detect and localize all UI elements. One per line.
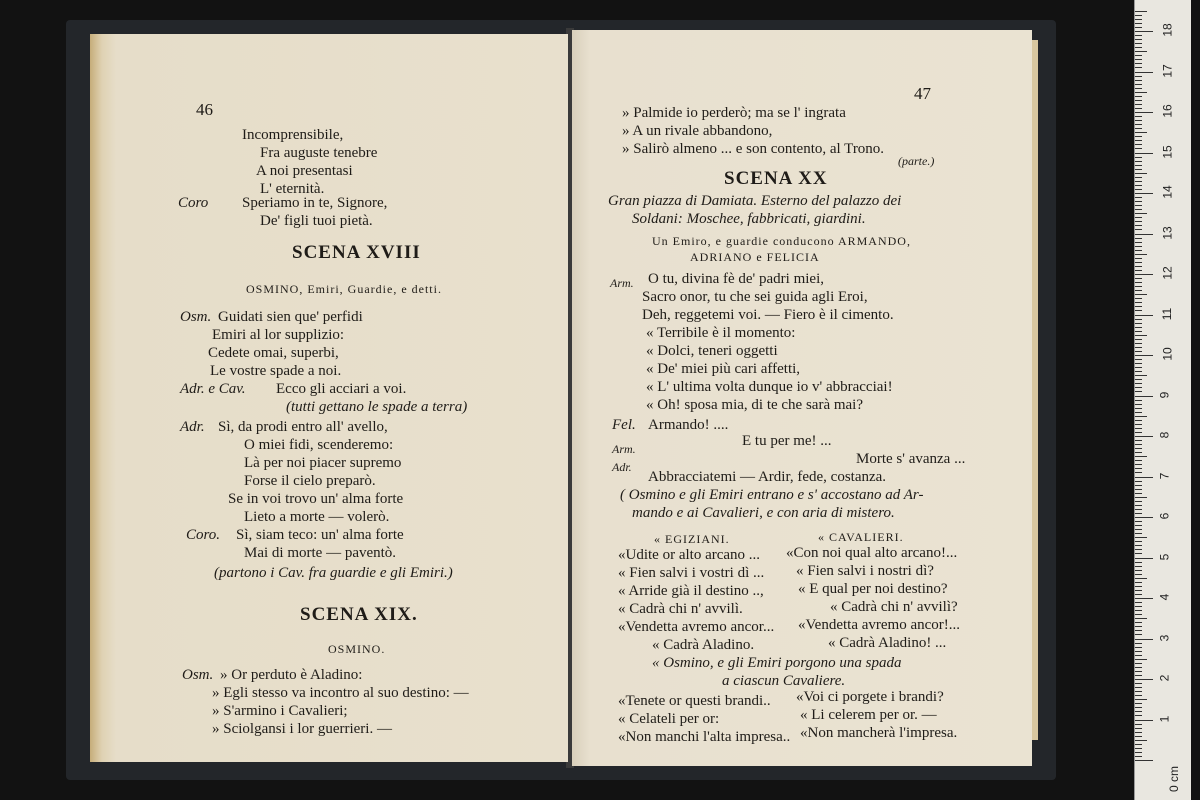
ruler-tick: [1135, 148, 1142, 149]
ruler-tick: [1135, 347, 1142, 348]
ruler-number: 10: [1160, 347, 1175, 361]
ruler-tick: [1135, 351, 1142, 352]
ruler-tick: [1135, 521, 1142, 522]
ruler-tick: [1135, 128, 1142, 129]
verse-line: » Sciolgansi i lor guerrieri. —: [212, 721, 392, 737]
ruler-tick: [1135, 553, 1142, 554]
ruler-number: 16: [1160, 104, 1175, 118]
page-number: 46: [196, 100, 213, 119]
ruler-tick: [1135, 193, 1153, 194]
ruler-tick: [1135, 622, 1142, 623]
chorus-line: « Li celerem per or. —: [800, 707, 937, 723]
verse-line: Cedete omai, superbi,: [208, 345, 339, 361]
ruler-tick: [1135, 274, 1153, 275]
ruler-tick: [1135, 618, 1147, 619]
ruler-tick: [1135, 51, 1147, 52]
ruler-number: 14: [1160, 185, 1175, 199]
ruler-tick: [1135, 294, 1147, 295]
scene-heading: SCENA XVIII: [292, 242, 421, 263]
ruler-tick: [1135, 533, 1142, 534]
ruler-tick: [1135, 258, 1142, 259]
ruler-number: 9: [1157, 391, 1172, 398]
ruler-tick: [1135, 15, 1142, 16]
verse-line: » Salirò almeno ... e son contento, al Trono.: [622, 141, 885, 157]
ruler-tick: [1135, 47, 1142, 48]
verse-line: O miei fidi, scenderemo:: [244, 437, 394, 453]
ruler-tick: [1135, 720, 1153, 721]
ruler-tick: [1135, 460, 1142, 461]
ruler-tick: [1135, 566, 1142, 567]
ruler-tick: [1135, 602, 1142, 603]
chorus-line: « Celateli per or:: [618, 711, 720, 727]
ruler-tick: [1135, 663, 1142, 664]
ruler-tick: [1135, 541, 1142, 542]
ruler-tick: [1135, 35, 1142, 36]
verse-line: Le vostre spade a noi.: [210, 363, 342, 379]
ruler-tick: [1135, 643, 1142, 644]
ruler-tick: [1135, 140, 1142, 141]
ruler-tick: [1135, 88, 1142, 89]
chorus-heading-egiziani: « EGIZIANI.: [654, 532, 730, 546]
ruler-tick: [1135, 659, 1147, 660]
chorus-line: «Tenete or questi brandi..: [618, 693, 771, 709]
ruler-number: 11: [1160, 307, 1175, 320]
ruler-tick: [1135, 76, 1142, 77]
ruler-tick: [1135, 181, 1142, 182]
verse-line: Abbracciatemi — Ardir, fede, costanza.: [648, 469, 887, 485]
chorus-line: «Con noi qual alto arcano!...: [786, 545, 958, 561]
chorus-line: «Non manchi l'alta impresa..: [618, 729, 791, 745]
verse-line: Forse il cielo preparò.: [244, 473, 376, 489]
ruler-tick: [1135, 549, 1142, 550]
ruler-tick: [1135, 626, 1142, 627]
ruler-tick: [1135, 177, 1142, 178]
chorus-line: « E qual per noi destino?: [798, 581, 948, 597]
ruler-tick: [1135, 760, 1153, 761]
chorus-line: « Cadrà Aladino! ...: [828, 635, 947, 651]
ruler-tick: [1135, 72, 1153, 73]
ruler-tick: [1135, 400, 1142, 401]
ruler-tick: [1135, 270, 1142, 271]
verse-line: « De' miei più cari affetti,: [646, 361, 801, 377]
ruler-tick: [1135, 92, 1147, 93]
ruler-number: 7: [1157, 472, 1172, 479]
verse-line: De' figli tuoi pietà.: [260, 213, 373, 229]
ruler-tick: [1135, 545, 1142, 546]
ruler-tick: [1135, 472, 1142, 473]
verse-line: Se in voi trovo un' alma forte: [228, 491, 404, 507]
ruler-number: 13: [1160, 225, 1175, 240]
ruler-tick: [1135, 189, 1142, 190]
ruler-tick: [1135, 667, 1142, 668]
ruler-tick: [1135, 302, 1142, 303]
ruler-tick: [1135, 221, 1142, 222]
verse-line: Emiri al lor supplizio:: [212, 327, 345, 343]
ruler-tick: [1135, 485, 1142, 486]
ruler-tick: [1135, 27, 1142, 28]
ruler-tick: [1135, 639, 1153, 640]
ruler-tick: [1135, 582, 1142, 583]
measurement-ruler: [1134, 0, 1191, 800]
ruler-number: 1: [1157, 715, 1172, 722]
ruler-tick: [1135, 687, 1142, 688]
ruler-tick: [1135, 59, 1142, 60]
ruler-tick: [1135, 493, 1142, 494]
ruler-tick: [1135, 217, 1142, 218]
ruler-tick: [1135, 489, 1142, 490]
ruler-tick: [1135, 448, 1142, 449]
ruler-tick: [1135, 63, 1142, 64]
ruler-tick: [1135, 432, 1142, 433]
chorus-line: «Vendetta avremo ancor...: [618, 619, 775, 635]
ruler-tick: [1135, 173, 1147, 174]
ruler-tick: [1135, 671, 1142, 672]
ruler-tick: [1135, 456, 1147, 457]
ruler-tick: [1135, 752, 1142, 753]
ruler-tick: [1135, 315, 1153, 316]
ruler-tick: [1135, 412, 1142, 413]
ruler-tick: [1135, 711, 1142, 712]
ruler-tick: [1135, 558, 1153, 559]
ruler-tick: [1135, 371, 1142, 372]
ruler-tick: [1135, 23, 1142, 24]
ruler-tick: [1135, 408, 1142, 409]
ruler-tick: [1135, 213, 1147, 214]
ruler-tick: [1135, 707, 1142, 708]
verse-line: Speriamo in te, Signore,: [242, 195, 388, 211]
verse-line: Sì, da prodi entro all' avello,: [218, 419, 388, 435]
verse-line: Sì, siam teco: un' alma forte: [236, 527, 404, 543]
verse-line: « Oh! sposa mia, di te che sarà mai?: [646, 397, 864, 413]
stage-direction: « Osmino, e gli Emiri porgono una spada: [652, 655, 902, 671]
character-list: OSMINO, Emiri, Guardie, e detti.: [246, 282, 442, 296]
ruler-tick: [1135, 96, 1142, 97]
verse-line: Armando! ....: [648, 417, 729, 433]
ruler-tick: [1135, 31, 1153, 32]
ruler-tick: [1135, 335, 1147, 336]
ruler-tick: [1135, 375, 1147, 376]
ruler-tick: [1135, 225, 1142, 226]
ruler-tick: [1135, 562, 1142, 563]
page-number: 47: [914, 84, 931, 103]
ruler-tick: [1135, 416, 1147, 417]
speaker-label: Fel.: [612, 417, 636, 433]
ruler-tick: [1135, 655, 1142, 656]
speaker-label: Coro.: [186, 527, 221, 543]
ruler-tick: [1135, 286, 1142, 287]
ruler-number: 4: [1157, 593, 1172, 601]
ruler-tick: [1135, 703, 1142, 704]
ruler-tick: [1135, 570, 1142, 571]
ruler-tick: [1135, 323, 1142, 324]
speaker-label: Adr.: [612, 460, 632, 474]
ruler-tick: [1135, 683, 1142, 684]
ruler-tick: [1135, 136, 1142, 137]
ruler-tick: [1135, 355, 1153, 356]
ruler-tick: [1135, 108, 1142, 109]
character-list: OSMINO.: [328, 642, 386, 656]
ruler-tick: [1135, 116, 1142, 117]
verse-line: O tu, divina fè de' padri miei,: [648, 271, 824, 287]
stage-direction: (parte.): [898, 154, 935, 168]
ruler-tick: [1135, 699, 1147, 700]
ruler-tick: [1135, 278, 1142, 279]
chorus-line: « Arride già il destino ..,: [618, 583, 764, 599]
ruler-tick: [1135, 744, 1142, 745]
ruler-tick: [1135, 634, 1142, 635]
verse-line: Lieto a morte — volerò.: [244, 509, 390, 525]
verse-line: Fra auguste tenebre: [260, 145, 378, 161]
verse-line: L' eternità.: [260, 181, 325, 197]
ruler-tick: [1135, 517, 1153, 518]
ruler-tick: [1135, 756, 1142, 757]
ruler-tick: [1135, 124, 1142, 125]
ruler-tick: [1135, 452, 1142, 453]
ruler-number: 2: [1157, 674, 1172, 682]
ruler-tick: [1135, 132, 1147, 133]
ruler-tick: [1135, 477, 1153, 478]
verse-line: A noi presentasi: [256, 163, 353, 179]
ruler-tick: [1135, 387, 1142, 388]
verse-line: Morte s' avanza ...: [856, 451, 966, 467]
ruler-tick: [1135, 120, 1142, 121]
ruler-number: 3: [1157, 634, 1172, 641]
ruler-tick: [1135, 379, 1142, 380]
ruler-tick: [1135, 748, 1142, 749]
ruler-tick: [1135, 464, 1142, 465]
ruler-tick: [1135, 695, 1142, 696]
ruler-number: 12: [1160, 266, 1175, 280]
ruler-tick: [1135, 67, 1142, 68]
chorus-line: « Cadrà chi n' avvilì?: [830, 599, 958, 615]
ruler-number: 18: [1160, 23, 1175, 37]
ruler-tick: [1135, 598, 1153, 599]
verse-line: » A un rivale abbandono,: [622, 123, 773, 139]
stage-direction: ( Osmino e gli Emiri entrano e s' accostano ad Ar-: [620, 487, 924, 503]
ruler-tick: [1135, 529, 1142, 530]
ruler-tick: [1135, 590, 1142, 591]
ruler-tick: [1135, 11, 1147, 12]
ruler-tick: [1135, 282, 1142, 283]
chorus-line: «Vendetta avremo ancor!...: [798, 617, 961, 633]
ruler-tick: [1135, 740, 1147, 741]
ruler-tick: [1135, 428, 1142, 429]
verse-line: » S'armino i Cavalieri;: [212, 703, 348, 719]
ruler-tick: [1135, 610, 1142, 611]
ruler-tick: [1135, 254, 1147, 255]
ruler-tick: [1135, 606, 1142, 607]
ruler-tick: [1135, 201, 1142, 202]
chorus-line: « Fien salvi i vostri dì ...: [618, 565, 765, 581]
ruler-tick: [1135, 262, 1142, 263]
ruler-tick: [1135, 290, 1142, 291]
verse-line: Mai di morte — paventò.: [244, 545, 397, 561]
ruler-tick: [1135, 306, 1142, 307]
verse-line: » Palmide io perderò; ma se l' ingrata: [622, 105, 846, 121]
ruler-tick: [1135, 112, 1153, 113]
verse-line: Deh, reggetemi voi. — Fiero è il cimento.: [642, 307, 894, 323]
character-list: Un Emiro, e guardie conducono ARMANDO,: [652, 234, 911, 248]
speaker-label: Adr. e Cav.: [180, 381, 246, 397]
ruler-tick: [1135, 444, 1142, 445]
ruler-tick: [1135, 153, 1153, 154]
verse-line: Là per noi piacer supremo: [244, 455, 402, 471]
ruler-number: 8: [1157, 431, 1172, 439]
speaker-label: Arm.: [612, 442, 636, 456]
right-page: [572, 30, 1032, 766]
ruler-tick: [1135, 246, 1142, 247]
ruler-tick: [1135, 205, 1142, 206]
scene-heading: SCENA XIX.: [300, 604, 418, 625]
speaker-label: Osm.: [180, 309, 212, 325]
scene-heading: SCENA XX: [724, 168, 828, 189]
stage-direction: Soldani: Moschee, fabbricati, giardini.: [632, 211, 866, 227]
ruler-tick: [1135, 238, 1142, 239]
ruler-tick: [1135, 359, 1142, 360]
ruler-tick: [1135, 383, 1142, 384]
ruler-tick: [1135, 298, 1142, 299]
verse-line: Guidati sien que' perfidi: [218, 309, 363, 325]
verse-line: Ecco gli acciari a voi.: [276, 381, 407, 397]
ruler-tick: [1135, 165, 1142, 166]
ruler-tick: [1135, 736, 1142, 737]
ruler-tick: [1135, 100, 1142, 101]
verse-line: Incomprensibile,: [242, 127, 344, 143]
ruler-tick: [1135, 715, 1142, 716]
ruler-tick: [1135, 363, 1142, 364]
ruler-tick: [1135, 396, 1153, 397]
ruler-tick: [1135, 234, 1153, 235]
verse-line: « Terribile è il momento:: [646, 325, 796, 341]
ruler-tick: [1135, 537, 1147, 538]
character-list: ADRIANO e FELICIA: [690, 250, 820, 264]
verse-line: Sacro onor, tu che sei guida agli Eroi,: [642, 289, 868, 305]
chorus-line: « Cadrà chi n' avvilì.: [618, 601, 743, 617]
chorus-line: «Voi ci porgete i brandi?: [796, 689, 944, 705]
ruler-tick: [1135, 19, 1142, 20]
ruler-tick: [1135, 144, 1142, 145]
ruler-tick: [1135, 509, 1142, 510]
stage-direction: (tutti gettano le spade a terra): [286, 399, 468, 415]
ruler-tick: [1135, 732, 1142, 733]
ruler-tick: [1135, 675, 1142, 676]
speaker-label: Adr.: [180, 419, 205, 435]
ruler-tick: [1135, 614, 1142, 615]
speaker-label: Arm.: [610, 276, 634, 290]
ruler-tick: [1135, 43, 1142, 44]
ruler-tick: [1135, 197, 1142, 198]
ruler-tick: [1135, 691, 1142, 692]
ruler-tick: [1135, 679, 1153, 680]
ruler-tick: [1135, 209, 1142, 210]
ruler-tick: [1135, 728, 1142, 729]
ruler-tick: [1135, 630, 1142, 631]
ruler-tick: [1135, 391, 1142, 392]
stage-direction: Gran piazza di Damiata. Esterno del palazzo dei: [608, 193, 902, 209]
ruler-tick: [1135, 55, 1142, 56]
speaker-label: Osm.: [182, 667, 214, 683]
ruler-number: 17: [1160, 63, 1175, 78]
ruler-tick: [1135, 319, 1142, 320]
ruler-tick: [1135, 420, 1142, 421]
ruler-tick: [1135, 250, 1142, 251]
ruler-number: 15: [1160, 144, 1175, 159]
ruler-tick: [1135, 574, 1142, 575]
ruler-tick: [1135, 586, 1142, 587]
verse-line: » Egli stesso va incontro al suo destino: —: [212, 685, 469, 701]
chorus-line: « Cadrà Aladino.: [652, 637, 755, 653]
stage-direction: a ciascun Cavaliere.: [722, 673, 846, 689]
ruler-tick: [1135, 513, 1142, 514]
chorus-line: «Non mancherà l'impresa.: [800, 725, 958, 741]
verse-line: « L' ultima volta dunque io v' abbracciai!: [646, 379, 893, 395]
ruler-tick: [1135, 647, 1142, 648]
chorus-line: « Fien salvi i nostri dì?: [796, 563, 934, 579]
ruler-tick: [1135, 424, 1142, 425]
ruler-tick: [1135, 242, 1142, 243]
verse-line: » Or perduto è Aladino:: [220, 667, 363, 683]
ruler-tick: [1135, 594, 1142, 595]
ruler-tick: [1135, 578, 1147, 579]
ruler-tick: [1135, 161, 1142, 162]
ruler-tick: [1135, 266, 1142, 267]
ruler-tick: [1135, 481, 1142, 482]
ruler-tick: [1135, 367, 1142, 368]
ruler-tick: [1135, 724, 1142, 725]
ruler-tick: [1135, 185, 1142, 186]
ruler-tick: [1135, 436, 1153, 437]
ruler-tick: [1135, 468, 1142, 469]
ruler-tick: [1135, 84, 1142, 85]
ruler-tick: [1135, 339, 1142, 340]
ruler-number: 5: [1157, 553, 1172, 560]
ruler-tick: [1135, 505, 1142, 506]
ruler-tick: [1135, 169, 1142, 170]
speaker-label: Coro: [178, 195, 209, 211]
ruler-tick: [1135, 229, 1142, 230]
ruler-tick: [1135, 327, 1142, 328]
ruler-number: 6: [1157, 512, 1172, 520]
left-page: [90, 34, 568, 762]
ruler-tick: [1135, 343, 1142, 344]
ruler-tick: [1135, 497, 1147, 498]
stage-direction: mando e ai Cavalieri, e con aria di mistero.: [632, 505, 895, 521]
chorus-line: «Udite or alto arcano ...: [618, 547, 761, 563]
verse-line: E tu per me! ...: [742, 433, 832, 449]
ruler-tick: [1135, 331, 1142, 332]
ruler-tick: [1135, 104, 1142, 105]
ruler-tick: [1135, 404, 1142, 405]
ruler-tick: [1135, 157, 1142, 158]
ruler-tick: [1135, 310, 1142, 311]
stage-direction: (partono i Cav. fra guardie e gli Emiri.): [214, 565, 453, 581]
ruler-tick: [1135, 501, 1142, 502]
chorus-heading-cavalieri: « CAVALIERI.: [818, 530, 904, 544]
ruler-unit-label: 0 cm: [1167, 765, 1182, 793]
ruler-tick: [1135, 80, 1142, 81]
verse-line: « Dolci, teneri oggetti: [646, 343, 778, 359]
ruler-tick: [1135, 39, 1142, 40]
ruler-tick: [1135, 440, 1142, 441]
ruler-tick: [1135, 525, 1142, 526]
ruler-tick: [1135, 651, 1142, 652]
